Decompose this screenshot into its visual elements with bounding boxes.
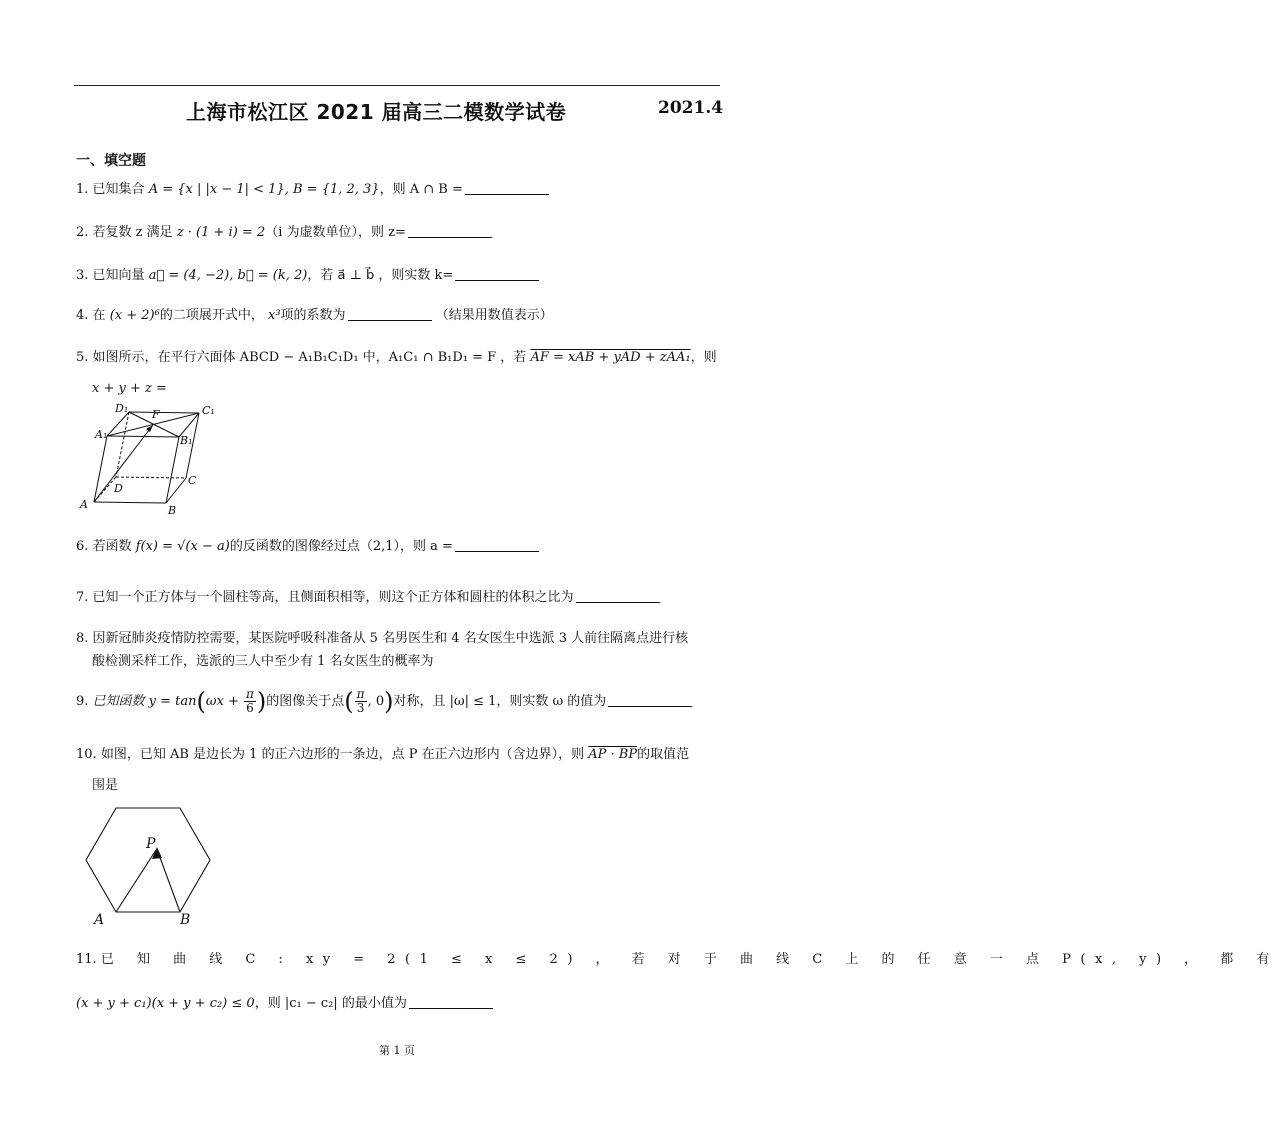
answer-blank[interactable]	[455, 537, 539, 552]
question-8: 8. 因新冠肺炎疫情防控需要，某医院呼吸科准备从 5 名男医生和 4 名女医生中选派 3 人前往隔离点进行核	[76, 631, 689, 646]
answer-blank[interactable]	[348, 306, 432, 321]
label-d: D	[114, 482, 123, 495]
label-c1: C₁	[202, 404, 215, 417]
parallelepiped-figure	[74, 400, 234, 518]
header-rule	[74, 85, 720, 86]
label-c: C	[188, 474, 197, 487]
page-footer: 第 1 页	[379, 1044, 415, 1057]
answer-blank[interactable]	[409, 994, 493, 1009]
section-heading: 一、填空题	[76, 153, 146, 169]
question-9: 9. 已知函数 y = tan(ωx + $\frac{\pi}{6}$ )的图像关于点( $\frac{\pi}{3}$ , 0)对称，且 |ω| ≤ 1，则实数 ω 的值为	[76, 688, 692, 715]
label-p: P	[146, 836, 156, 852]
question-5-cont: x + y + z =	[92, 381, 167, 396]
label-a1: A₁	[95, 428, 108, 441]
question-10: 10. 如图，已知 AB 是边长为 1 的正六边形的一条边，点 P 在正六边形内（含边界），则 AP · BP的取值范	[76, 747, 690, 762]
question-10-cont: 围是	[92, 778, 119, 793]
answer-blank[interactable]	[408, 223, 492, 238]
question-2: 2. 若复数 z 满足 z · (1 + i) = 2（i 为虚数单位），则 z=	[76, 223, 492, 243]
label-b: B	[180, 912, 191, 928]
answer-blank[interactable]	[465, 180, 549, 195]
question-5: 5. 如图所示，在平行六面体 ABCD − A₁B₁C₁D₁ 中，A₁C₁ ∩ B₁D₁ = F ，若 AF = xAB + yAD + zAA₁，则	[76, 350, 717, 365]
question-3: 3. 已知向量 a⃗ = (4, −2), b⃗ = (k, 2)，若 a⃗ ⊥ b⃗ ，则实数 k=	[76, 266, 539, 286]
question-11: 11. 已 知 曲 线 C : xy = 2(1 ≤ x ≤ 2) ， 若 对 于 曲 线 C 上 的 任 意 一 点 P(x, y) ， 都 有	[76, 952, 1279, 967]
question-7: 7. 已知一个正方体与一个圆柱等高，且侧面积相等，则这个正方体和圆柱的体积之比为	[76, 588, 660, 608]
exam-date: 2021.4	[658, 98, 724, 118]
question-4: 4. 在 (x + 2)⁶的二项展开式中， x³项的系数为 （结果用数值表示）	[76, 308, 553, 323]
label-a: A	[80, 498, 88, 511]
label-f: F	[152, 408, 160, 421]
question-11-cont: (x + y + c₁)(x + y + c₂) ≤ 0，则 |c₁ − c₂| 的最小值为	[76, 994, 493, 1014]
question-1: 1. 已知集合 A = {x | |x − 1| < 1}, B = {1, 2, 3}，则 A ∩ B =	[76, 180, 549, 200]
question-6: 6. 若函数 f(x) = √(x − a)的反函数的图像经过点（2,1），则 a =	[76, 537, 539, 557]
label-b: B	[168, 504, 177, 517]
page-title: 上海市松江区 2021 届高三二模数学试卷	[186, 100, 567, 124]
question-8-cont: 酸检测采样工作，选派的三人中至少有 1 名女医生的概率为	[92, 654, 434, 669]
label-b1: B₁	[180, 434, 193, 447]
answer-blank[interactable]	[455, 266, 539, 281]
answer-blank[interactable]	[608, 692, 692, 707]
answer-blank[interactable]	[576, 588, 660, 603]
label-a: A	[94, 912, 105, 928]
hexagon-shape	[86, 808, 210, 912]
hexagon-figure	[74, 798, 224, 928]
label-d1: D₁	[115, 402, 129, 415]
